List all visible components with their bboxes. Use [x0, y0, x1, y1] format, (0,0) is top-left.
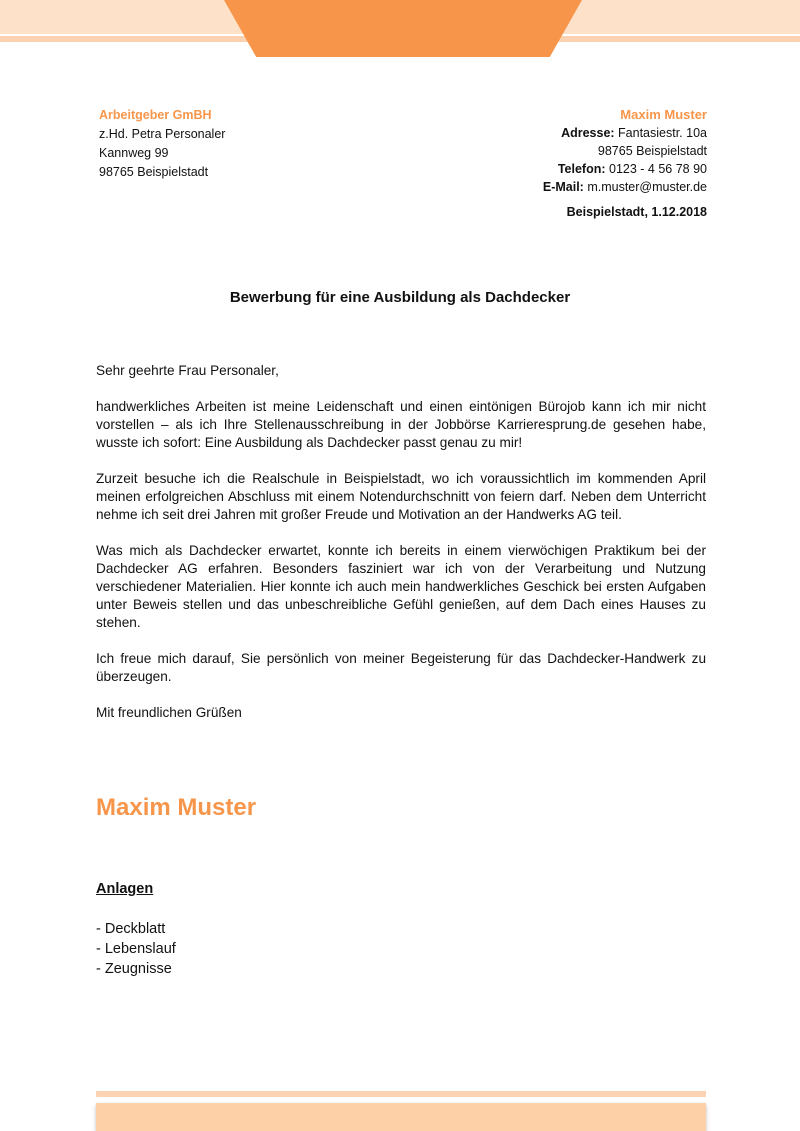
- letter-subject: Bewerbung für eine Ausbildung als Dachdecker: [229, 289, 571, 306]
- closing: Mit freundlichen Grüßen: [96, 705, 242, 720]
- phone-label: Telefon:: [557, 162, 606, 176]
- signature-name: Maxim Muster: [96, 794, 257, 821]
- attachment-item: - Deckblatt: [96, 921, 166, 937]
- sender-phone: 0123 - 4 56 78 90: [609, 162, 707, 176]
- letter-date: Beispielstadt, 1.12.2018: [566, 205, 707, 219]
- recipient-address: [99, 106, 225, 182]
- recipient-street: Kannweg 99: [99, 146, 169, 160]
- sender-address-line: [543, 124, 707, 142]
- salutation: Sehr geehrte Frau Personaler,: [96, 363, 279, 378]
- letter-body: [96, 362, 706, 740]
- attachments-section: [96, 879, 176, 979]
- sender-city: 98765 Beispielstadt: [597, 144, 707, 158]
- sender-address: [543, 106, 707, 196]
- header-trapezoid: [224, 0, 582, 57]
- attachment-item: - Zeugnisse: [96, 961, 172, 977]
- body-paragraph: Ich freue mich darauf, Sie persönlich von meiner Begeisterung für das Dachdecker-Handwerk zu überzeugen.: [96, 651, 706, 684]
- attachment-item: - Lebenslauf: [96, 941, 176, 957]
- sender-name: Maxim Muster: [620, 107, 707, 122]
- footer-box: [96, 1103, 706, 1131]
- sender-email-line: [543, 178, 707, 196]
- recipient-company: Arbeitgeber GmBH: [99, 108, 212, 122]
- body-paragraph: handwerkliches Arbeiten ist meine Leidenschaft und einen eintönigen Bürojob kann ich mir nicht vorstellen – als ich Ihre Stellenausschreibung in der Jobbörse Karrieresprung.de gesehen habe, wusste ich sofort: Eine Ausbildung als Dachdecker passt genau zu mir!: [96, 399, 706, 450]
- sender-email: m.muster@muster.de: [587, 180, 707, 194]
- address-label: Adresse:: [561, 126, 615, 140]
- sender-street: Fantasiestr. 10a: [618, 126, 707, 140]
- sender-phone-line: [543, 160, 707, 178]
- recipient-city: 98765 Beispielstadt: [99, 165, 209, 179]
- attachments-heading: Anlagen: [96, 881, 154, 897]
- body-paragraph: Was mich als Dachdecker erwartet, konnte ich bereits in einem vierwöchigen Praktikum bei der Dachdecker AG erfahren. Besonders fasziniert war ich von der Verarbeitung und Nutzung verschiedener Materialien. Hier konnte ich auch mein handwerkliches Geschick bei ersten Aufgaben unter Beweis stellen und das unbeschreibliche Gefühl genießen, auf dem Dach eines Hauses zu stehen.: [96, 543, 706, 630]
- body-paragraph: Zurzeit besuche ich die Realschule in Beispielstadt, wo ich voraussichtlich im kommenden April meinen erfolgreichen Abschluss mit einem Notendurchschnitt von feiern darf. Neben dem Unterricht nehme ich seit drei Jahren mit großer Freude und Motivation an der Handwerks AG teil.: [96, 471, 706, 522]
- attachments-list: [96, 919, 176, 979]
- email-label: E-Mail:: [542, 180, 584, 194]
- footer-stripe: [96, 1091, 706, 1097]
- recipient-contact: z.Hd. Petra Personaler: [99, 127, 226, 141]
